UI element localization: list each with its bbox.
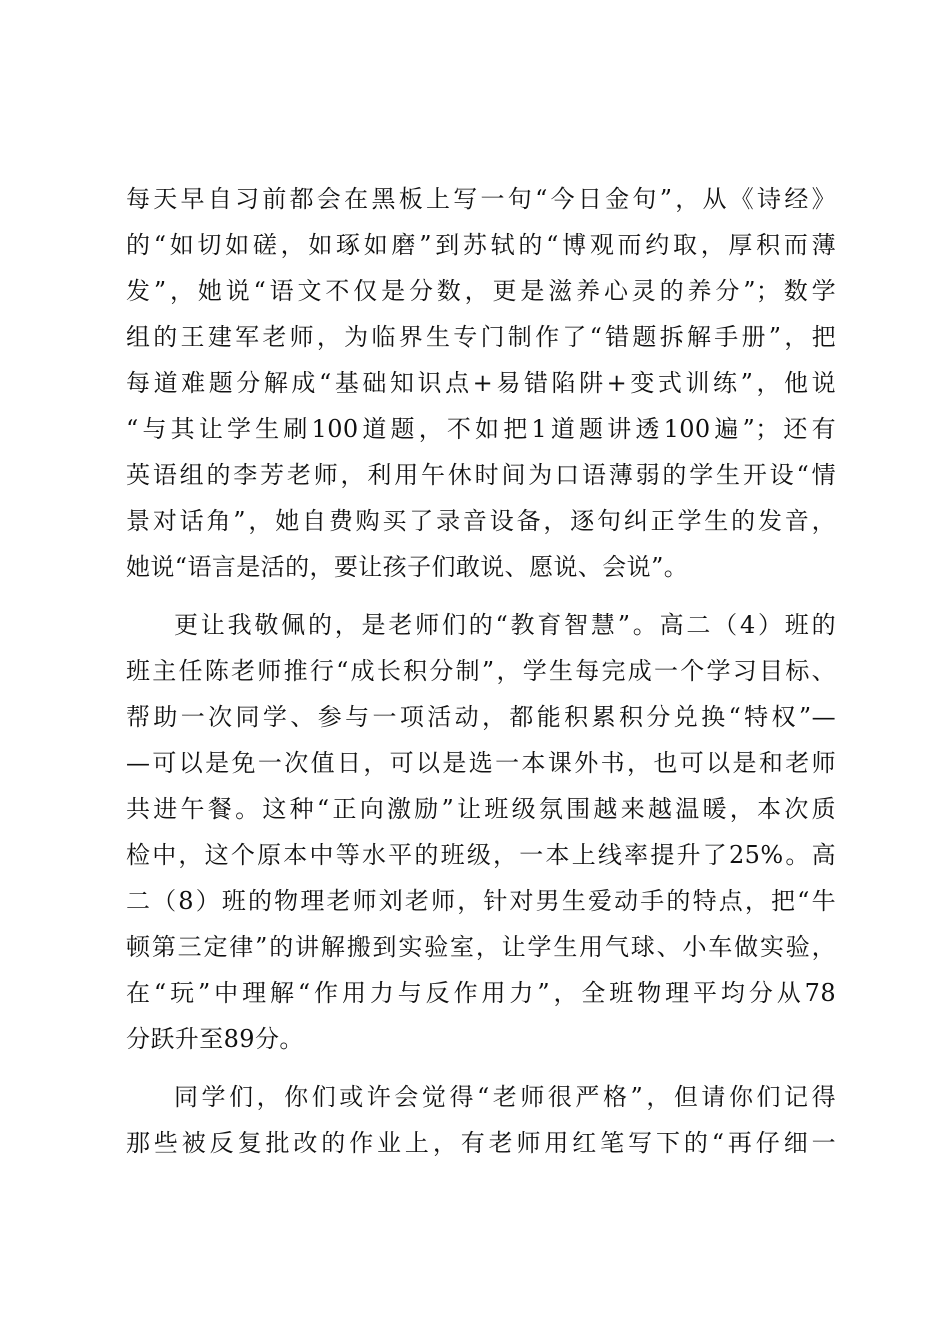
paragraph-teacher-examples [126,176,836,590]
text-line: 景对话角”，她自费购买了录音设备，逐句纠正学生的发音， [126,507,836,535]
text-line: 发”，她说“语文不仅是分数，更是滋养心灵的养分”；数学 [126,277,836,305]
text-line: 她说“语言是活的，要让孩子们敢说、愿说、会说”。 [126,553,689,581]
text-line: 在“玩”中理解“作用力与反作用力”，全班物理平均分从78 [126,979,836,1007]
text-line: 二（8）班的物理老师刘老师，针对男生爱动手的特点，把“牛 [126,887,836,915]
text-line: 分跃升至89分。 [126,1025,304,1053]
paragraph-education-wisdom [126,602,836,1062]
text-line: 的“如切如磋，如琢如磨”到苏轼的“博观而约取，厚积而薄 [126,231,836,259]
text-line: 同学们，你们或许会觉得“老师很严格”，但请你们记得 [174,1083,836,1111]
text-line: 组的王建军老师，为临界生专门制作了“错题拆解手册”，把 [126,323,836,351]
text-line: 帮助一次同学、参与一项活动，都能积累积分兑换“特权”— [126,703,836,731]
paragraph-spacer [126,1062,836,1074]
text-line: 那些被反复批改的作业上，有老师用红笔写下的“再仔细一 [126,1129,836,1157]
text-line: 检中，这个原本中等水平的班级，一本上线率提升了25%。高 [126,841,836,869]
text-line: 每道难题分解成“基础知识点+易错陷阱+变式训练”，他说 [126,369,836,397]
text-line: 班主任陈老师推行“成长积分制”，学生每完成一个学习目标、 [126,657,836,685]
paragraph-spacer [126,590,836,602]
text-line: 共进午餐。这种“正向激励”让班级氛围越来越温暖，本次质 [126,795,836,823]
text-line: —可以是免一次值日，可以是选一本课外书，也可以是和老师 [126,749,836,777]
text-line: 英语组的李芳老师，利用午休时间为口语薄弱的学生开设“情 [126,461,836,489]
text-line: 每天早自习前都会在黑板上写一句“今日金句”，从《诗经》 [126,185,836,213]
text-line: 顿第三定律”的讲解搬到实验室，让学生用气球、小车做实验， [126,933,836,961]
text-line: “与其让学生刷100道题，不如把1道题讲透100遍”；还有 [126,415,836,443]
body-text [126,176,836,1166]
text-line: 更让我敬佩的，是老师们的“教育智慧”。高二（4）班的 [174,611,836,639]
paragraph-address-students [126,1074,836,1166]
